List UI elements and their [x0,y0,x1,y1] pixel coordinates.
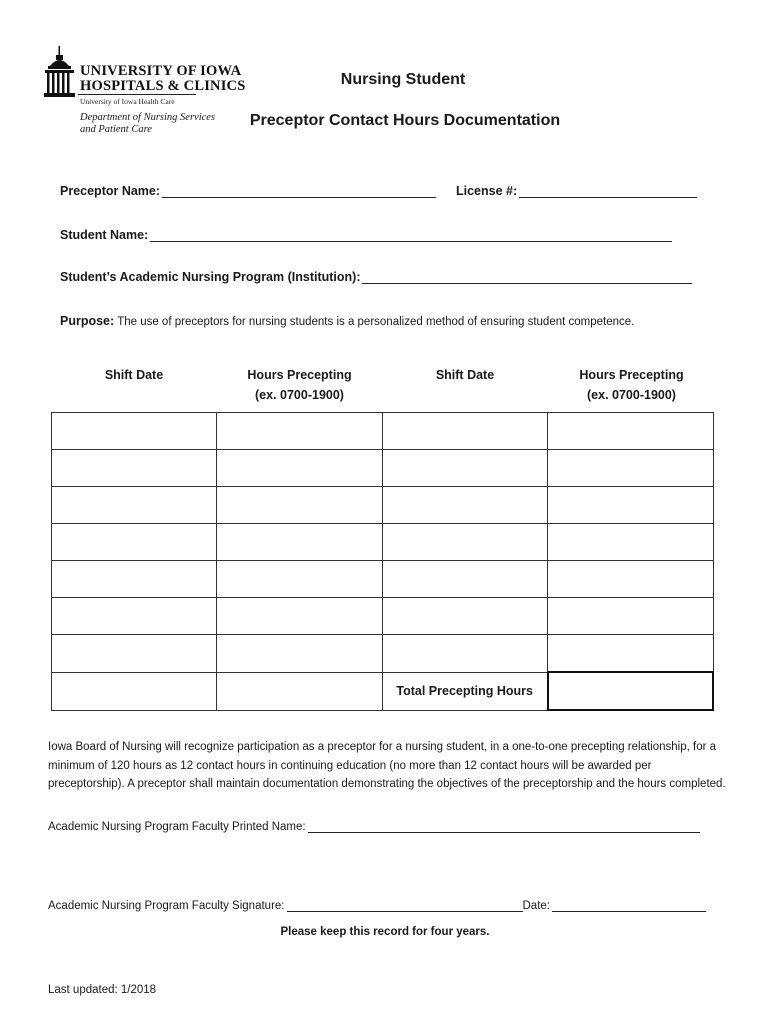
table-cell[interactable] [52,561,217,598]
date-line[interactable] [552,899,706,912]
preceptor-name-label: Preceptor Name: [60,184,161,198]
department-line1: Department of Nursing Services [80,112,216,123]
logo-text-line2: HOSPITALS & CLINICS [80,78,246,94]
table-cell[interactable] [52,635,217,673]
purpose-statement [60,314,634,328]
board-of-nursing-paragraph: Iowa Board of Nursing will recognize participation as a preceptor for a nursing student, in a one-to-one precepting relationship, for a minimum of 120 hours as 12 contact hours in continuing education (no more than 12 contact hours will be awarded per preceptorship). A preceptor shall maintain documentation demonstrating the objectives of the preceptorship and the hours completed. [48,741,726,790]
license-field[interactable] [456,184,697,198]
table-cell[interactable] [382,598,547,635]
table-row [52,635,714,673]
table-cell[interactable] [548,635,713,673]
table-cell[interactable] [52,450,217,487]
program-line[interactable] [362,271,692,284]
student-name-label: Student Name: [60,228,149,242]
table-row [52,450,714,487]
hours-table [51,412,714,711]
table-cell[interactable] [217,635,382,673]
table-cell[interactable] [382,524,547,561]
program-field[interactable] [60,270,692,284]
col-header-label: Hours Precepting [247,368,352,382]
table-cell[interactable] [52,598,217,635]
col-header-shift-date-2 [395,365,535,385]
table-cell[interactable] [382,413,547,450]
preceptor-name-line[interactable] [162,185,436,198]
table-cell[interactable] [217,672,382,710]
table-cell[interactable] [548,524,713,561]
table-row [52,561,714,598]
table-cell[interactable] [52,487,217,524]
student-name-line[interactable] [150,229,672,242]
student-name-field[interactable] [60,228,672,242]
table-cell[interactable] [382,561,547,598]
purpose-label: Purpose: [60,314,115,328]
faculty-signature-line[interactable] [287,899,523,912]
date-label: Date: [522,900,550,912]
last-updated: Last updated: 1/2018 [48,984,157,996]
program-label: Student’s Academic Nursing Program (Institution): [60,270,361,284]
table-cell[interactable] [52,413,217,450]
table-cell[interactable] [548,598,713,635]
old-capitol-logo-icon [42,42,78,100]
department-line2: and Patient Care [80,124,152,135]
table-row [52,413,714,450]
table-cell[interactable] [548,450,713,487]
table-cell[interactable] [52,672,217,710]
col-header-example: (ex. 0700-1900) [587,388,676,402]
col-header-label: Shift Date [435,368,495,382]
table-cell[interactable] [382,635,547,673]
page-subtitle: Preceptor Contact Hours Documentation [249,112,561,129]
col-header-hours-1 [222,365,377,405]
table-row [52,524,714,561]
license-line[interactable] [519,185,697,198]
total-hours-label: Total Precepting Hours [382,672,547,710]
table-cell[interactable] [217,450,382,487]
faculty-signature-field[interactable] [48,899,706,912]
department-name [80,112,215,136]
retention-note: Please keep this record for four years. [280,926,490,938]
faculty-printed-name-line[interactable] [308,820,700,833]
faculty-signature-label: Academic Nursing Program Faculty Signature: [48,900,285,912]
table-cell[interactable] [52,524,217,561]
table-cell[interactable] [548,561,713,598]
table-cell[interactable] [382,450,547,487]
table-row [52,598,714,635]
table-cell[interactable] [548,487,713,524]
table-cell[interactable] [217,598,382,635]
logo-subtext: University of Iowa Health Care [80,97,175,106]
table-cell[interactable] [382,487,547,524]
faculty-printed-name-field[interactable] [48,820,700,833]
faculty-printed-name-label: Academic Nursing Program Faculty Printed Name: [48,821,306,833]
col-header-example: (ex. 0700-1900) [255,388,344,402]
logo-text-line1: UNIVERSITY OF IOWA [80,63,242,79]
table-cell[interactable] [217,487,382,524]
table-cell[interactable] [217,561,382,598]
license-label: License #: [456,184,518,198]
purpose-text: The use of preceptors for nursing students is a personalized method of ensuring student competence. [117,316,635,328]
preceptor-name-field[interactable] [60,184,436,198]
total-row [52,672,714,710]
logo-divider [78,94,196,95]
table-cell[interactable] [217,524,382,561]
table-cell[interactable] [217,413,382,450]
col-header-label: Shift Date [104,368,164,382]
col-header-hours-2 [554,365,709,405]
table-row [52,487,714,524]
total-hours-box[interactable] [548,672,713,710]
page-title: Nursing Student [340,71,466,88]
table-cell[interactable] [548,413,713,450]
col-header-label: Hours Precepting [579,368,684,382]
col-header-shift-date-1 [64,365,204,385]
